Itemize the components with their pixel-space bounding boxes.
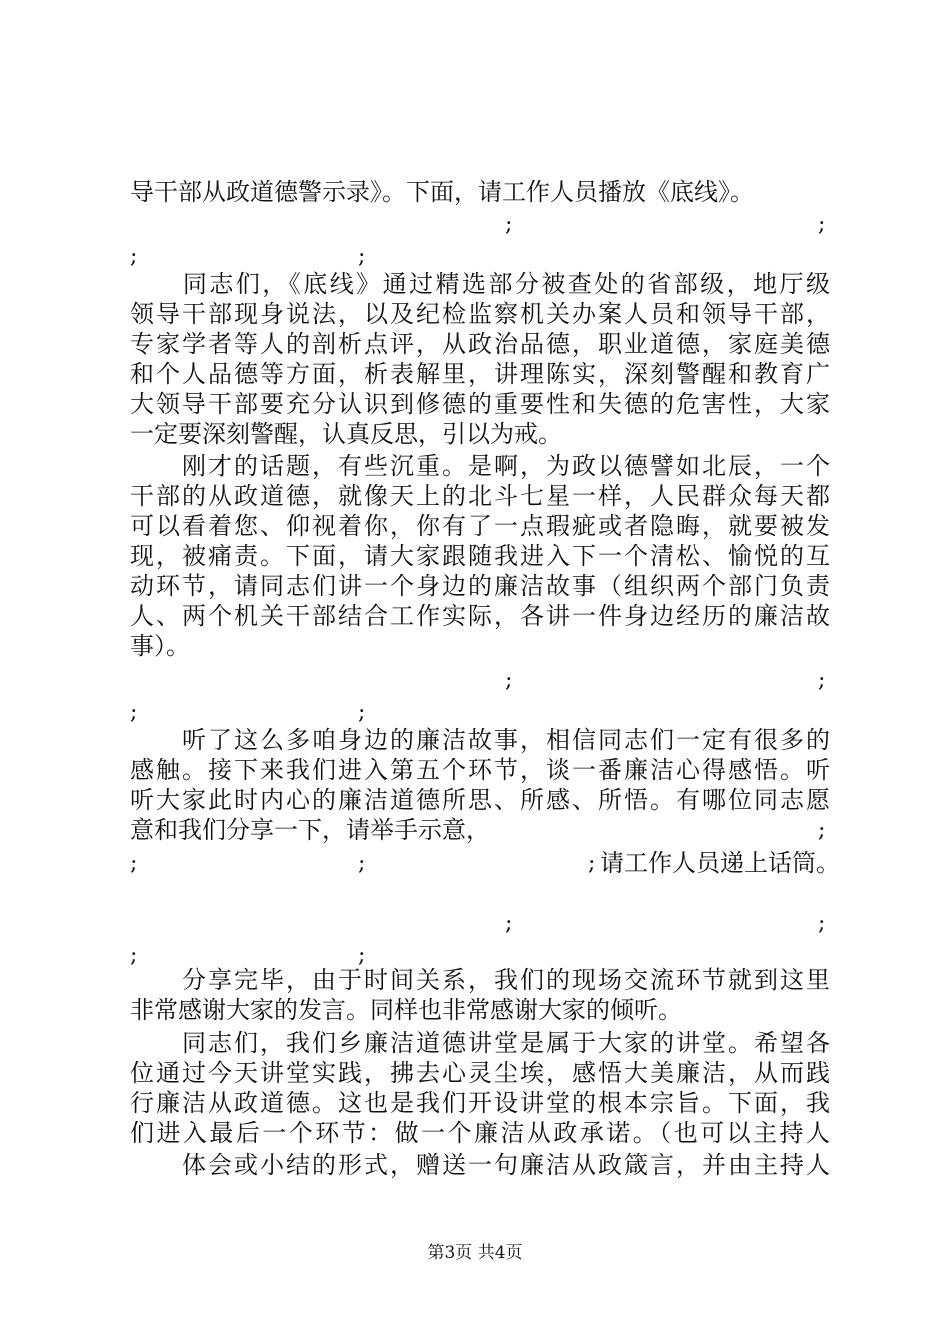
text-line: 专家学者等人的剖析点评，从政治品德，职业道德，家庭美德 — [130, 330, 830, 358]
text-line: 听大家此时内心的廉洁道德所思、所感、所悟。有哪位同志愿 — [130, 786, 830, 814]
semicolon-mark: ; — [130, 943, 138, 968]
text-line: 请工作人员递上话筒。 — [600, 849, 840, 877]
text-line: 人、两个机关干部结合工作实际，各讲一件身边经历的廉洁故 — [130, 602, 830, 630]
text-line: 现，被痛责。下面，请大家跟随我进入下一个清松、愉悦的互 — [130, 542, 830, 570]
text-line: 导干部从政道德警示录》。下面，请工作人员播放《底线》。 — [130, 178, 754, 206]
text-line: 意和我们分享一下，请举手示意， — [130, 816, 490, 844]
text-line: 干部的从政道德，就像天上的北斗七星一样，人民群众每天都 — [130, 482, 830, 510]
semicolon-mark: ; — [588, 851, 596, 876]
page-number-footer: 第3页 共4页 — [427, 1243, 523, 1263]
semicolon-mark: ; — [505, 668, 513, 693]
text-line: 们进入最后一个环节：做一个廉洁从政承诺。（也可以主持人 — [130, 1119, 830, 1147]
text-line: 行廉洁从政道德。这也是我们开设讲堂的根本宗旨。下面，我 — [130, 1089, 830, 1117]
text-line: 听了这么多咱身边的廉洁故事，相信同志们一定有很多的 — [130, 726, 830, 754]
text-line: 同志们，我们乡廉洁道德讲堂是属于大家的讲堂。希望各 — [130, 1029, 830, 1057]
text-line: 非常感谢大家的发言。同样也非常感谢大家的倾听。 — [130, 996, 682, 1024]
semicolon-mark: ; — [818, 212, 826, 237]
text-line: 大领导干部要充分认识到修德的重要性和失德的危害性，大家 — [130, 390, 830, 418]
text-line: 位通过今天讲堂实践，拂去心灵尘埃，感悟大美廉洁，从而践 — [130, 1059, 830, 1087]
text-line: 感触。接下来我们进入第五个环节，谈一番廉洁心得感悟。听 — [130, 756, 830, 784]
semicolon-mark: ; — [818, 668, 826, 693]
text-line: 事）。 — [130, 632, 190, 660]
semicolon-mark: ; — [358, 244, 366, 269]
text-line: 动环节，请同志们讲一个身边的廉洁故事（组织两个部门负责 — [130, 572, 830, 600]
text-line: 和个人品德等方面，析表解里，讲理陈实，深刻警醒和教育广 — [130, 360, 830, 388]
semicolon-mark: ; — [818, 911, 826, 936]
text-line: 分享完毕，由于时间关系，我们的现场交流环节就到这里 — [130, 966, 830, 994]
text-line: 领导干部现身说法，以及纪检监察机关办案人员和领导干部， — [130, 300, 830, 328]
semicolon-mark: ; — [818, 818, 826, 843]
text-line: 体会或小结的形式，赠送一句廉洁从政箴言，并由主持人 — [130, 1151, 830, 1179]
text-line: 同志们，《底线》通过精选部分被查处的省部级，地厅级 — [130, 270, 830, 298]
semicolon-mark: ; — [505, 911, 513, 936]
text-line: 刚才的话题，有些沉重。是啊，为政以德譬如北辰，一个 — [130, 452, 830, 480]
semicolon-mark: ; — [358, 700, 366, 725]
semicolon-mark: ; — [130, 244, 138, 269]
text-line: 一定要深刻警醒，认真反思，引以为戒。 — [130, 420, 562, 448]
semicolon-mark: ; — [505, 212, 513, 237]
semicolon-mark: ; — [358, 851, 366, 876]
semicolon-mark: ; — [130, 851, 138, 876]
text-line: 可以看着您、仰视着你，你有了一点瑕疵或者隐晦，就要被发 — [130, 512, 830, 540]
semicolon-mark: ; — [130, 700, 138, 725]
semicolon-mark: ; — [358, 943, 366, 968]
